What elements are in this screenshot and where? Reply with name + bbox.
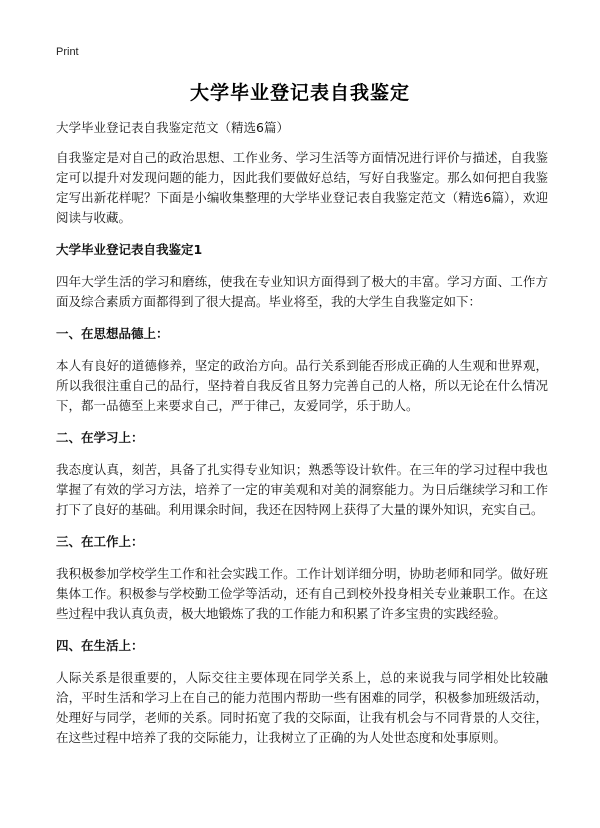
- section-1-intro: 四年大学生活的学习和磨练，使我在专业知识方面得到了极大的丰富。学习方面、工作方面及综合素质方面都得到了很大提高。毕业将至，我的大学生自我鉴定如下：: [56, 274, 548, 309]
- morality-paragraph: 本人有良好的道德修养，坚定的政治方向。品行关系到能否形成正确的人生观和世界观，所以我很注重自己的品行，坚持着自我反省且努力完善自己的人格，所以无论在什么情况下，都一品德至上来要求自己，严于律己，友爱同学，乐于助人。: [56, 358, 548, 413]
- life-heading: 四、在生活上：: [56, 638, 144, 653]
- work-paragraph: 我积极参加学校学生工作和社会实践工作。工作计划详细分明，协助老师和同学。做好班集体工作。积极参与学校勤工俭学等活动，还有自己到校外投身相关专业兼职工作。在这些过程中我认真负责，极大地锻炼了我的工作能力和积累了许多宝贵的实践经验。: [56, 566, 548, 621]
- document-body: [56, 118, 548, 760]
- morality-heading: 一、在思想品德上：: [56, 326, 169, 341]
- page-title: 大学毕业登记表自我鉴定: [189, 82, 410, 104]
- section-1-heading: 大学毕业登记表自我鉴定1: [56, 242, 203, 257]
- print-label: Print: [56, 46, 79, 58]
- work-heading: 三、在工作上：: [56, 534, 144, 549]
- study-heading: 二、在学习上：: [56, 430, 144, 445]
- life-paragraph: 人际关系是很重要的，人际交往主要体现在同学关系上，总的来说我与同学相处比较融洽，平时生活和学习上在自己的能力范围内帮助一些有困难的同学，积极参加班级活动，处理好与同学，老师的关系。同时拓宽了我的交际面，让我有机会与不同背景的人交往，在这些过程中培养了我的交际能力，让我树立了正确的为人处世态度和处事原则。: [56, 670, 548, 745]
- intro-paragraph: 自我鉴定是对自己的政治思想、工作业务、学习生活等方面情况进行评价与描述，自我鉴定可以提升对发现问题的能力，因此我们要做好总结，写好自我鉴定。那么如何把自我鉴定写出新花样呢？下面是小编收集整理的大学毕业登记表自我鉴定范文（精选6篇），欢迎阅读与收藏。: [56, 150, 548, 225]
- study-paragraph: 我态度认真，刻苦，具备了扎实得专业知识；熟悉等设计软件。在三年的学习过程中我也掌握了有效的学习方法，培养了一定的审美观和对美的洞察能力。为日后继续学习和工作打下了良好的基础。利用课余时间，我还在因特网上获得了大量的课外知识，充实自己。: [56, 462, 548, 517]
- document-subtitle: 大学毕业登记表自我鉴定范文（精选6篇）: [56, 120, 289, 135]
